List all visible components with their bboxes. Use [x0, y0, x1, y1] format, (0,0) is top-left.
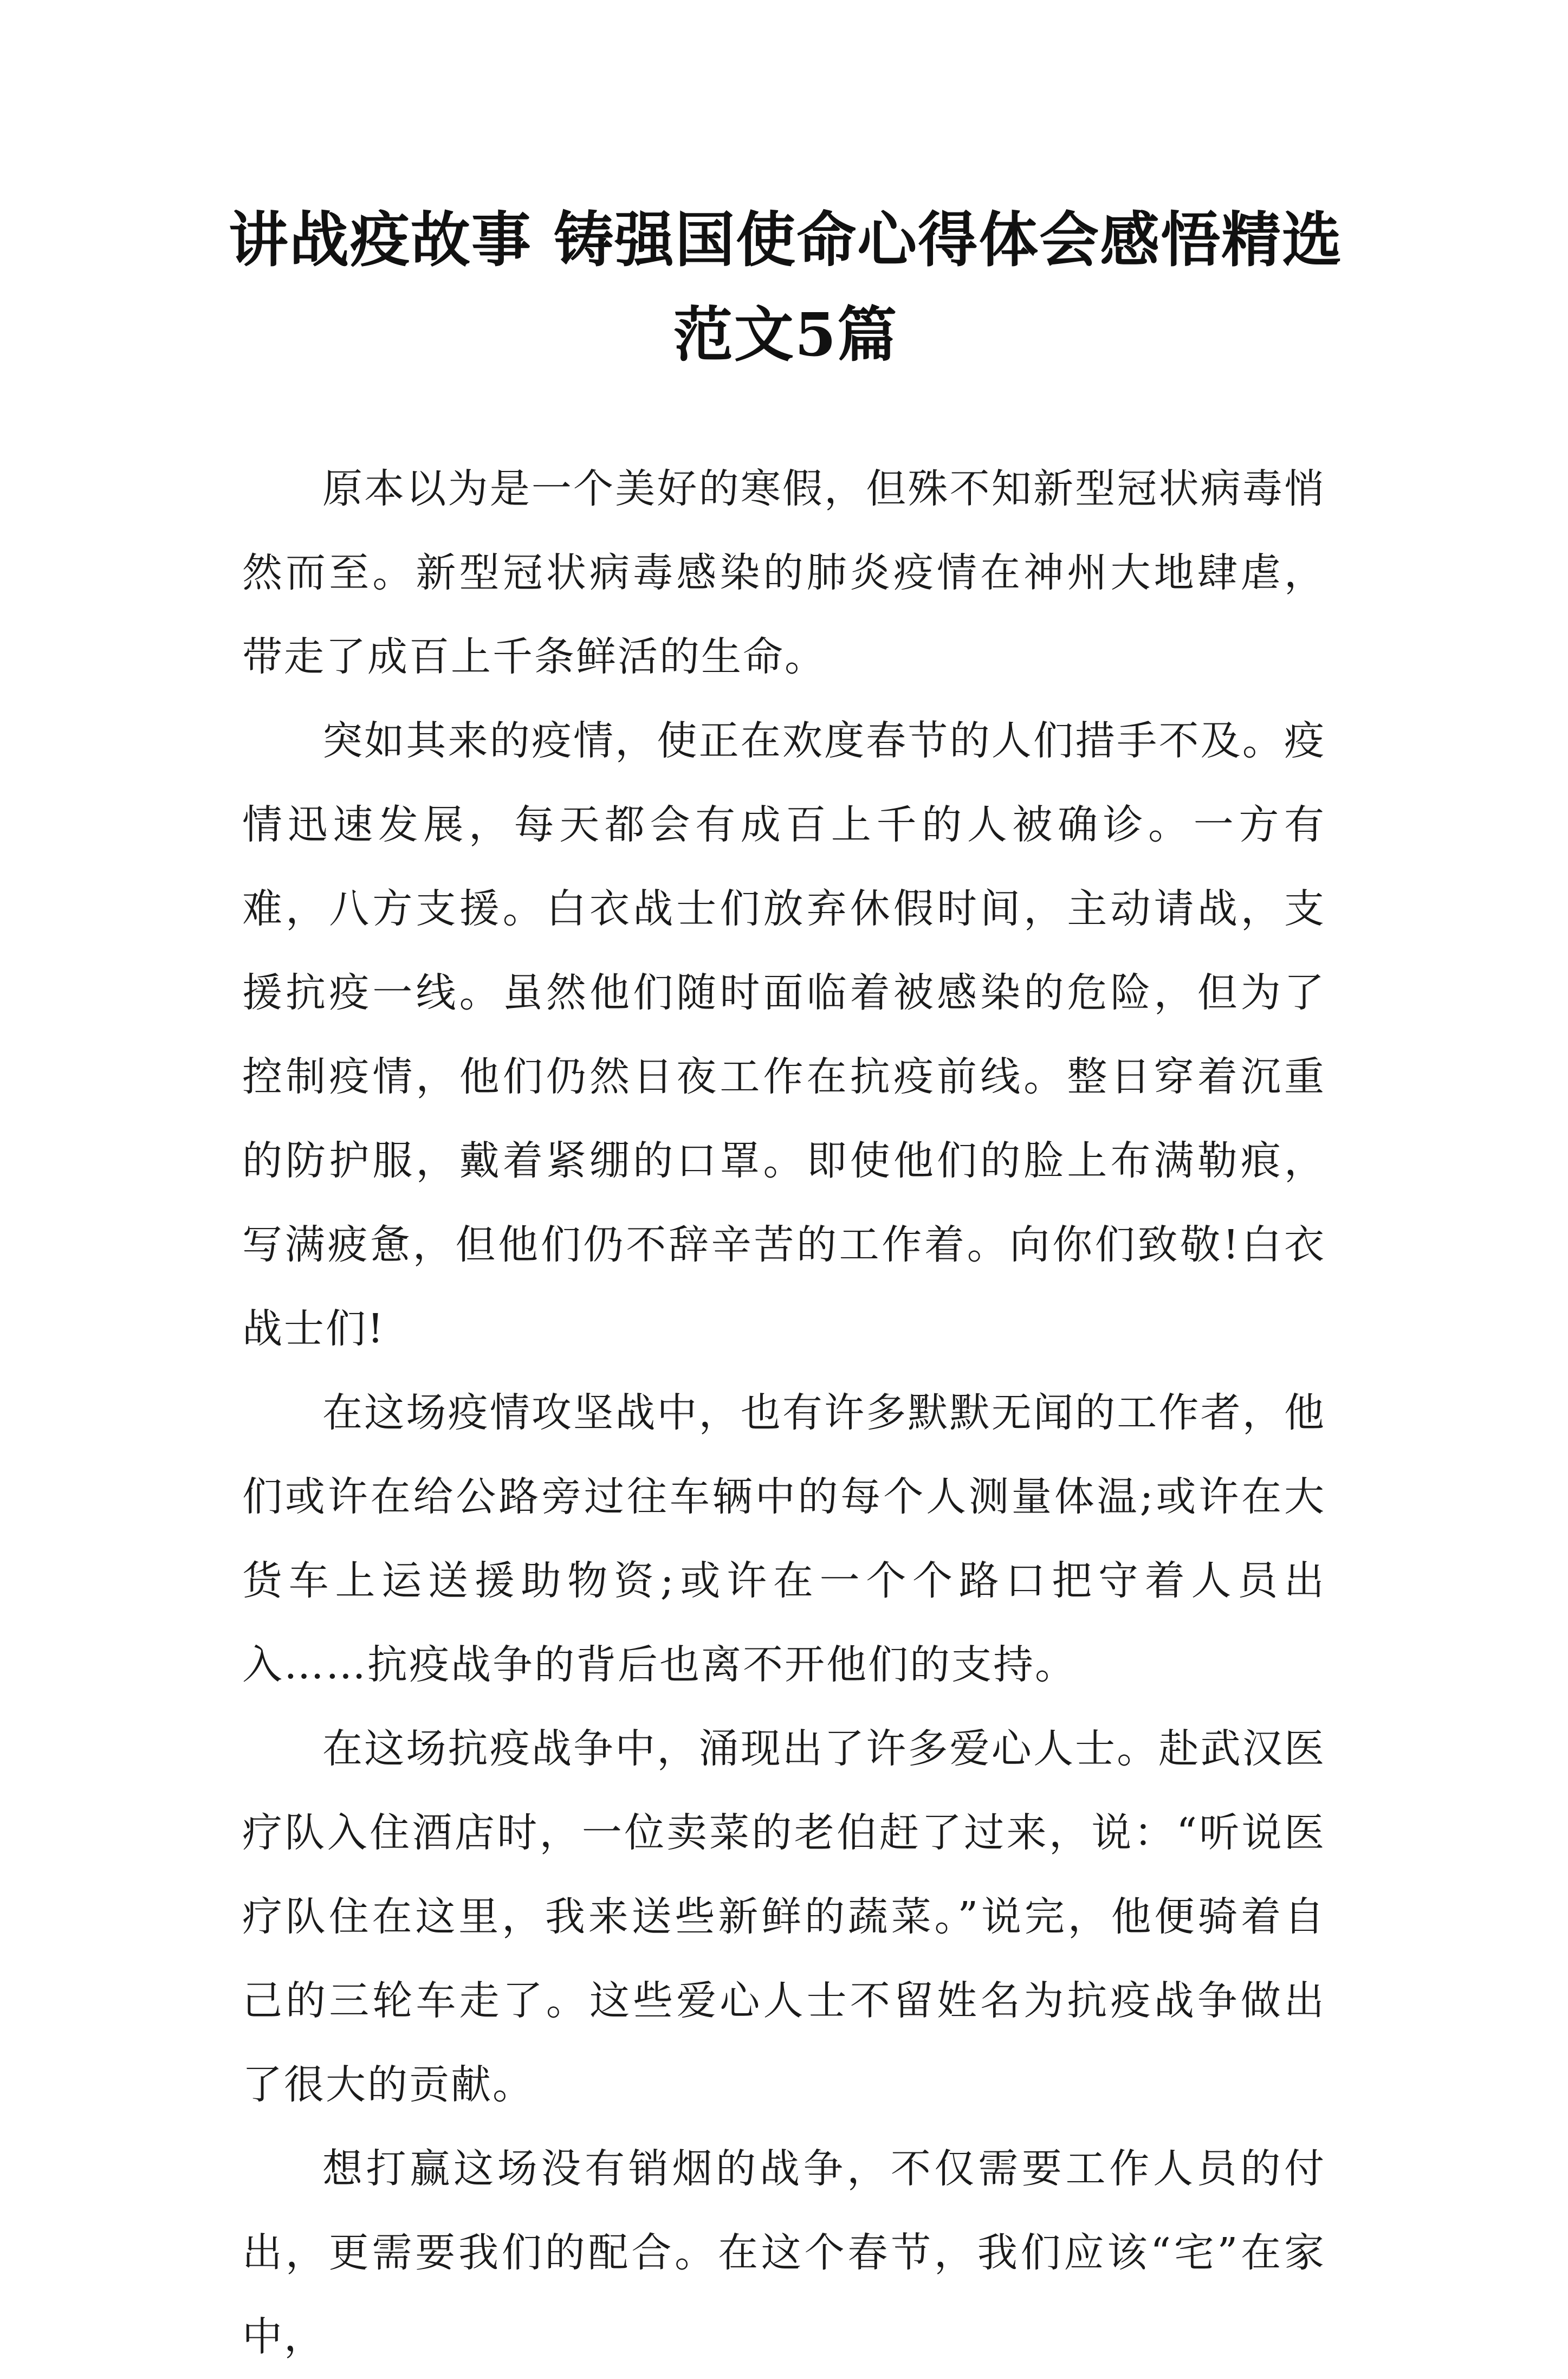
document-title: 讲战疫故事 铸强国使命心得体会感悟精选范文5篇 — [228, 205, 1343, 370]
paragraph: 突如其来的疫情，使正在欢度春节的人们措手不及。疫情迅速发展，每天都会有成百上千的人被确诊。一方有难，八方支援。白衣战士们放弃休假时间，主动请战，支援抗疫一线。虽然他们随时面临着被感染的危险，但为了控制疫情，他们仍然日夜工作在抗疫前线。整日穿着沉重的防护服，戴着紧绷的口罩。即使他们的脸上布满勒痕，写满疲惫，但他们仍不辞辛苦的工作着。向你们致敬!白衣战士们! — [242, 717, 1326, 1352]
paragraph: 在这场抗疫战争中，涌现出了许多爱心人士。赴武汉医疗队入住酒店时，一位卖菜的老伯赶了过来，说：“听说医疗队住在这里，我来送些新鲜的蔬菜。”说完，他便骑着自己的三轮车走了。这些爱心人士不留姓名为抗疫战争做出了很大的贡献。 — [242, 1725, 1326, 2108]
paragraph: 在这场疫情攻坚战中，也有许多默默无闻的工作者，他们或许在给公路旁过往车辆中的每个人测量体温;或许在大货车上运送援助物资;或许在一个个路口把守着人员出入……抗疫战争的背后也离不开他们的支持。 — [242, 1389, 1326, 1688]
paragraph: 想打赢这场没有销烟的战争，不仅需要工作人员的付出，更需要我们的配合。在这个春节，我们应该“宅”在家中， — [242, 2145, 1326, 2360]
document-body — [242, 447, 1326, 2379]
paragraph: 原本以为是一个美好的寒假，但殊不知新型冠状病毒悄然而至。新型冠状病毒感染的肺炎疫情在神州大地肆虐，带走了成百上千条鲜活的生命。 — [242, 466, 1326, 680]
